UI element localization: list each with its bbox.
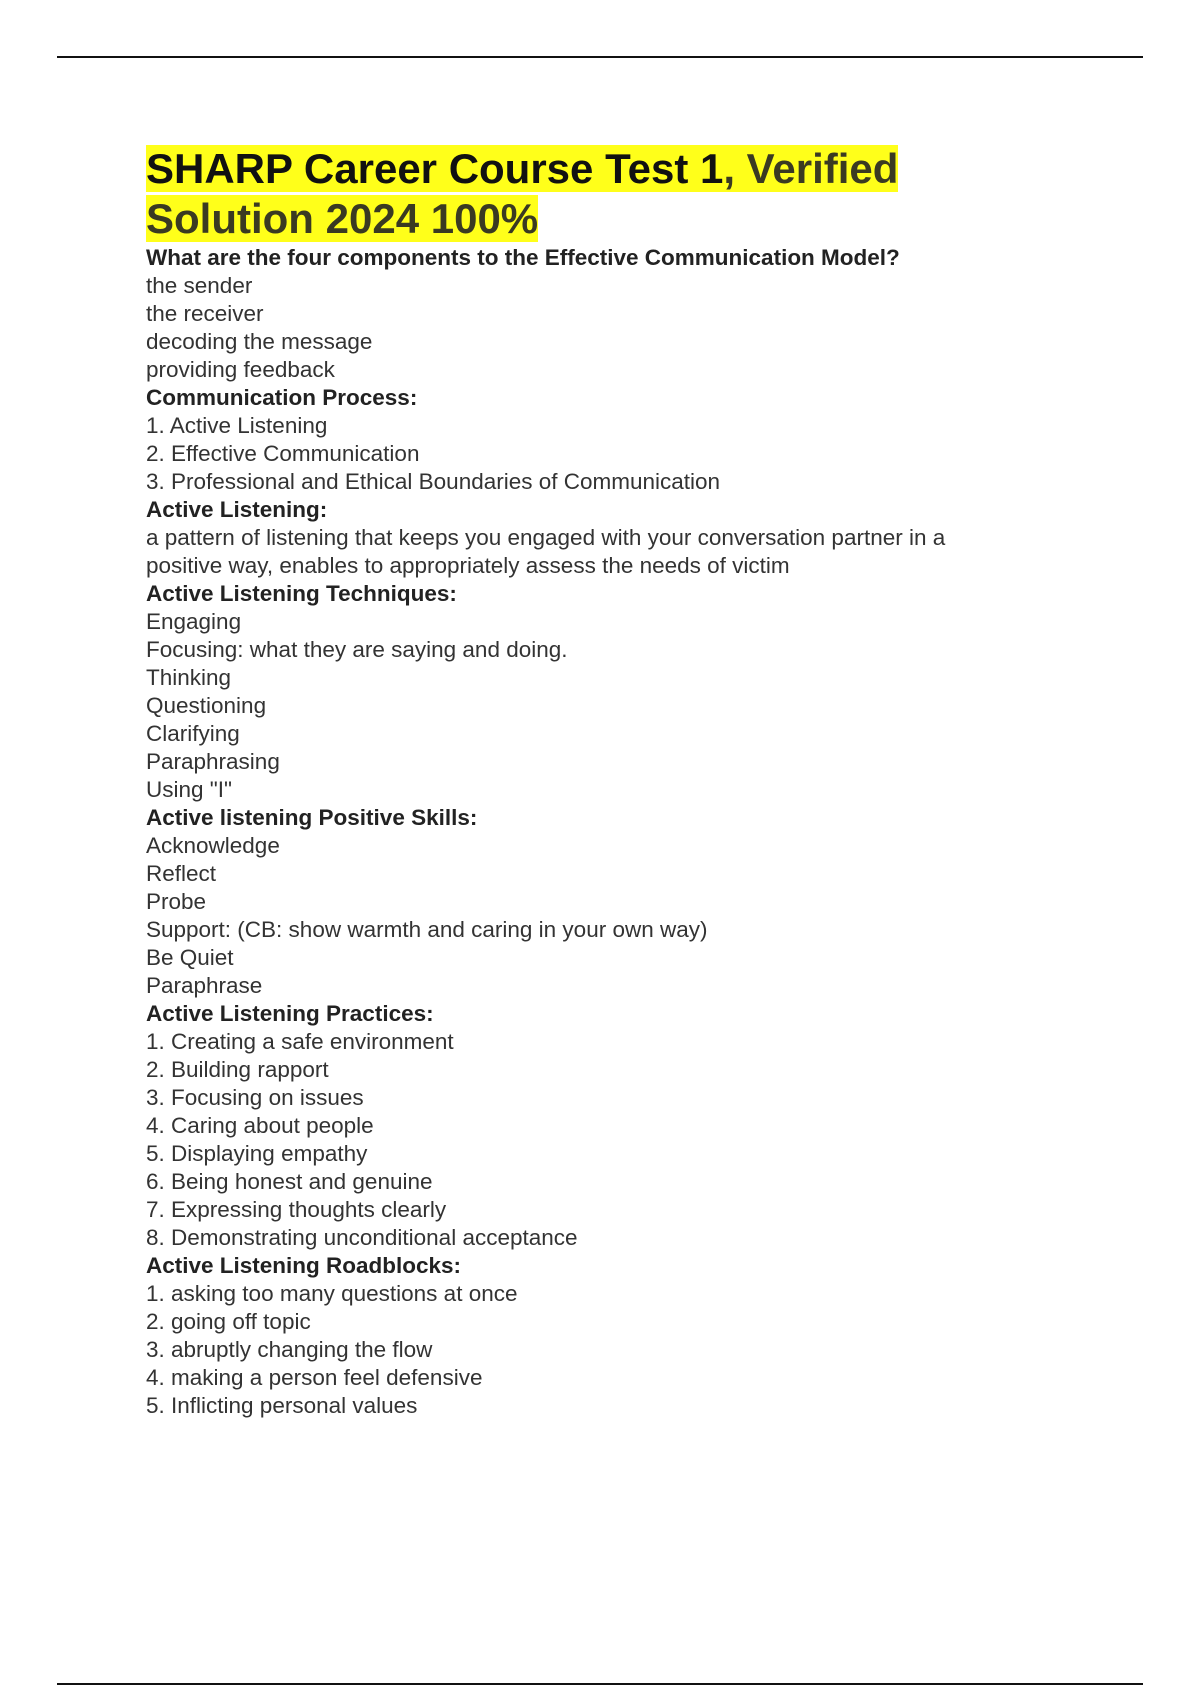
answer-line: Paraphrasing [146,749,280,774]
document-body [146,144,1046,1420]
answer-line: 2. Effective Communication [146,441,420,466]
question-heading: Active Listening Techniques: [146,581,457,606]
title-highlight-main: SHARP Career Course Test 1 [146,145,724,192]
answer-line: Reflect [146,861,217,886]
qa-section [146,496,1046,580]
question-heading: Active Listening: [146,497,328,522]
answer-line: providing feedback [146,357,335,382]
answer-line: Clarifying [146,721,240,746]
qa-section [146,1252,1046,1420]
answer-line: 7. Expressing thoughts clearly [146,1197,447,1222]
answer-line: 1. asking too many questions at once [146,1281,518,1306]
answer-line: the sender [146,273,253,298]
question-heading: Communication Process: [146,385,418,410]
answer-line: 4. Caring about people [146,1113,374,1138]
answer-line: Questioning [146,693,267,718]
title-highlight-suffix: , Verified [723,145,899,192]
answer-line: 5. Displaying empathy [146,1141,368,1166]
top-rule [57,56,1143,58]
answer-line: Thinking [146,665,232,690]
answer-line: 5. Inflicting personal values [146,1393,418,1418]
answer-line: Acknowledge [146,833,280,858]
qa-section [146,244,1046,384]
question-heading: Active Listening Roadblocks: [146,1253,462,1278]
answer-line: 4. making a person feel defensive [146,1365,483,1390]
answer-line: the receiver [146,301,264,326]
answer-paragraph: a pattern of listening that keeps you engaged with your conversation partner in a positive way, enables to appropriately assess the needs of victim [146,525,946,578]
answer-line: Be Quiet [146,945,234,970]
answer-line: Paraphrase [146,973,263,998]
answer-line: 1. Active Listening [146,413,328,438]
answer-line: 6. Being honest and genuine [146,1169,433,1194]
bottom-rule [57,1683,1143,1685]
answer-line: 2. Building rapport [146,1057,329,1082]
question-heading: Active listening Positive Skills: [146,805,478,830]
qa-section [146,1000,1046,1252]
question-heading: What are the four components to the Effective Communication Model? [146,245,900,270]
answer-line: decoding the message [146,329,373,354]
answer-line: 3. abruptly changing the flow [146,1337,433,1362]
answer-line: 3. Focusing on issues [146,1085,364,1110]
answer-line: 2. going off topic [146,1309,311,1334]
answer-line: 3. Professional and Ethical Boundaries of Communication [146,469,721,494]
answer-line: Probe [146,889,207,914]
answer-line: Engaging [146,609,242,634]
document-title [146,144,1046,244]
answer-line: Support: (CB: show warmth and caring in your own way) [146,917,708,942]
qa-list [146,244,1046,1420]
question-heading: Active Listening Practices: [146,1001,434,1026]
qa-section [146,804,1046,1000]
answer-line: Focusing: what they are saying and doing. [146,637,568,662]
title-highlight-line2: Solution 2024 100% [146,195,539,242]
answer-line: 1. Creating a safe environment [146,1029,454,1054]
answer-line: Using "I" [146,777,233,802]
answer-line: 8. Demonstrating unconditional acceptance [146,1225,578,1250]
qa-section [146,384,1046,496]
qa-section [146,580,1046,804]
